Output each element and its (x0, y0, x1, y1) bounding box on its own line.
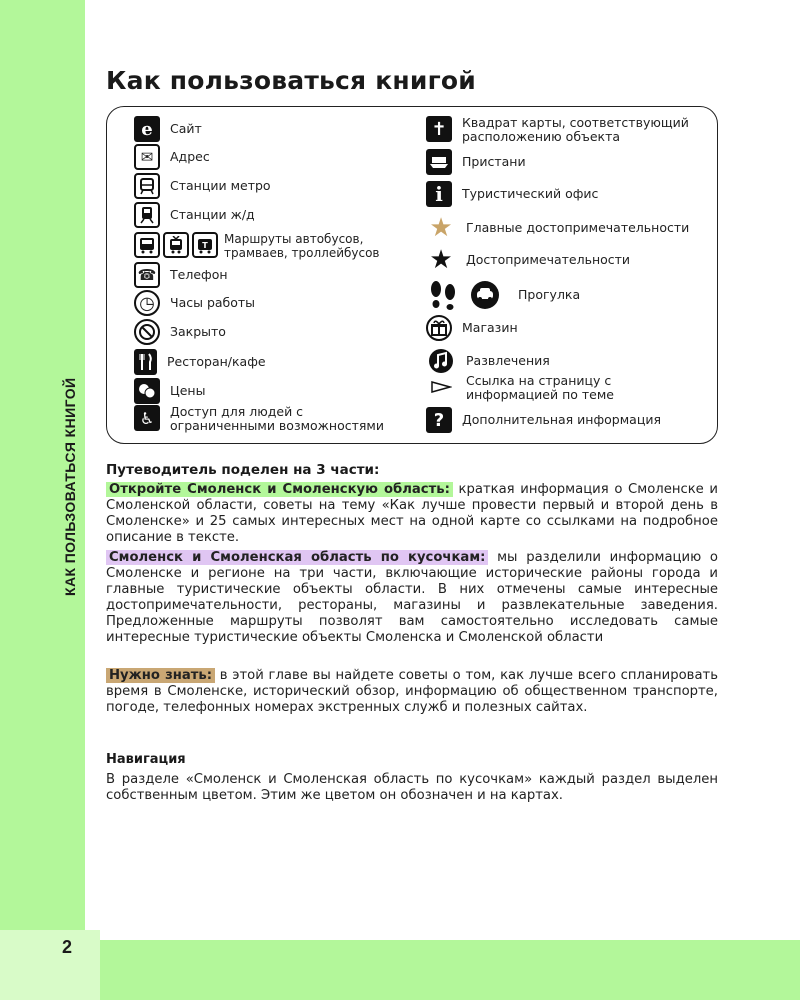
accessibility-icon: ♿ (134, 405, 160, 431)
triangle-pointer-icon (426, 374, 456, 400)
metro-icon (134, 173, 160, 199)
tram-icon (163, 232, 189, 258)
svg-text:T: T (202, 241, 208, 250)
envelope-icon: ✉ (134, 144, 160, 170)
side-chapter-label: КАК ПОЛЬЗОВАТЬСЯ КНИГОЙ (62, 377, 78, 596)
legend-item-additional-info: ? Дополнительная информация (426, 407, 661, 433)
guide-part-2-title: Смоленск и Смоленская область по кусочкам: (106, 550, 488, 565)
main-sight-star-icon: ★ (429, 213, 453, 243)
shop-icon (426, 315, 452, 341)
page-number-box (0, 930, 100, 1000)
page-number: 2 (62, 937, 73, 957)
legend-item-accessibility: ♿ Доступ для людей с ограниченными возможностями (134, 405, 406, 433)
legend-item-sights: ★ Достопримечательности (426, 245, 630, 275)
legend-item-address: ✉ Адрес (134, 144, 210, 170)
info-icon: i (426, 181, 452, 207)
guide-heading: Путеводитель поделен на 3 части: (106, 462, 380, 478)
phone-icon: ☎ (134, 262, 160, 288)
car-route-icon (470, 280, 500, 310)
bus-icon (134, 232, 160, 258)
legend-item-website: e Сайт (134, 116, 202, 142)
sight-star-icon: ★ (429, 245, 453, 275)
music-note-icon (426, 346, 456, 376)
restaurant-icon (134, 349, 157, 375)
legend-item-railway: Станции ж/д (134, 202, 255, 228)
bottom-color-band (100, 940, 800, 1000)
question-icon: ? (426, 407, 452, 433)
legend-item-metro: Станции метро (134, 173, 271, 199)
legend-item-entertainment: Развлечения (426, 346, 550, 376)
legend-item-walk: Прогулка (426, 280, 580, 310)
legend-item-main-sights: ★ Главные достопримечательности (426, 213, 689, 243)
legend-item-transit-routes: T Маршруты автобусов, трамваев, троллейбусов (134, 232, 394, 260)
clock-icon: ◷ (134, 290, 160, 316)
website-icon: e (134, 116, 160, 142)
legend-item-restaurant: Ресторан/кафе (134, 349, 266, 375)
legend-item-page-link: Ссылка на страницу с информацией по теме (426, 374, 626, 402)
navigation-text: В разделе «Смоленск и Смоленская область по кусочкам» каждый раздел выделен собственным цветом. Этим же цветом он обозначен и на картах. (106, 772, 718, 803)
legend-item-piers: Пристани (426, 149, 526, 175)
legend-item-prices: Цены (134, 378, 205, 404)
guide-part-1: Откройте Смоленск и Смоленскую область: краткая информация о Смоленске и Смоленской области, советы на тему «Как лучше провести первый и второй день в Смоленске» и 25 самых интересных мест на одной карте со ссылками на подробное описание в тексте. (106, 482, 718, 545)
guide-part-2: Смоленск и Смоленская область по кусочкам: мы разделили информацию о Смоленске и регионе на три части, включающие исторические районы города и главные туристические объекты области. В них отмечены самые интересные достопримечательности, рестораны, магазины и развлекательные заведения. Предложенные маршруты позволят вам самостоятельно исследовать самые интересные туристические объекты Смоленска и Смоленской области (106, 550, 718, 645)
map-square-icon: ✝ (426, 116, 452, 142)
legend-item-hours: ◷ Часы работы (134, 290, 255, 316)
legend-item-map-square: ✝ Квадрат карты, соответствующий расположению объекта (426, 116, 690, 144)
train-icon (134, 202, 160, 228)
legend-item-phone: ☎ Телефон (134, 262, 228, 288)
page-title: Как пользоваться книгой (106, 66, 476, 95)
prices-icon (134, 378, 160, 404)
closed-icon (134, 319, 160, 345)
trolleybus-icon (192, 232, 218, 258)
legend-item-shop: Магазин (426, 315, 518, 341)
guide-part-3: Нужно знать: в этой главе вы найдете советы о том, как лучше всего спланировать время в Смоленске, исторический обзор, информацию об общественном транспорте, погоде, телефонных номерах экстренных служб и полезных сайтах. (106, 668, 718, 715)
footprints-icon (426, 280, 462, 310)
navigation-heading: Навигация (106, 752, 186, 767)
guide-part-1-title: Откройте Смоленск и Смоленскую область: (106, 482, 453, 497)
guide-part-3-title: Нужно знать: (106, 668, 215, 683)
legend-item-closed: Закрыто (134, 319, 226, 345)
legend-item-tourist-office: i Туристический офис (426, 181, 598, 207)
pier-icon (426, 149, 452, 175)
